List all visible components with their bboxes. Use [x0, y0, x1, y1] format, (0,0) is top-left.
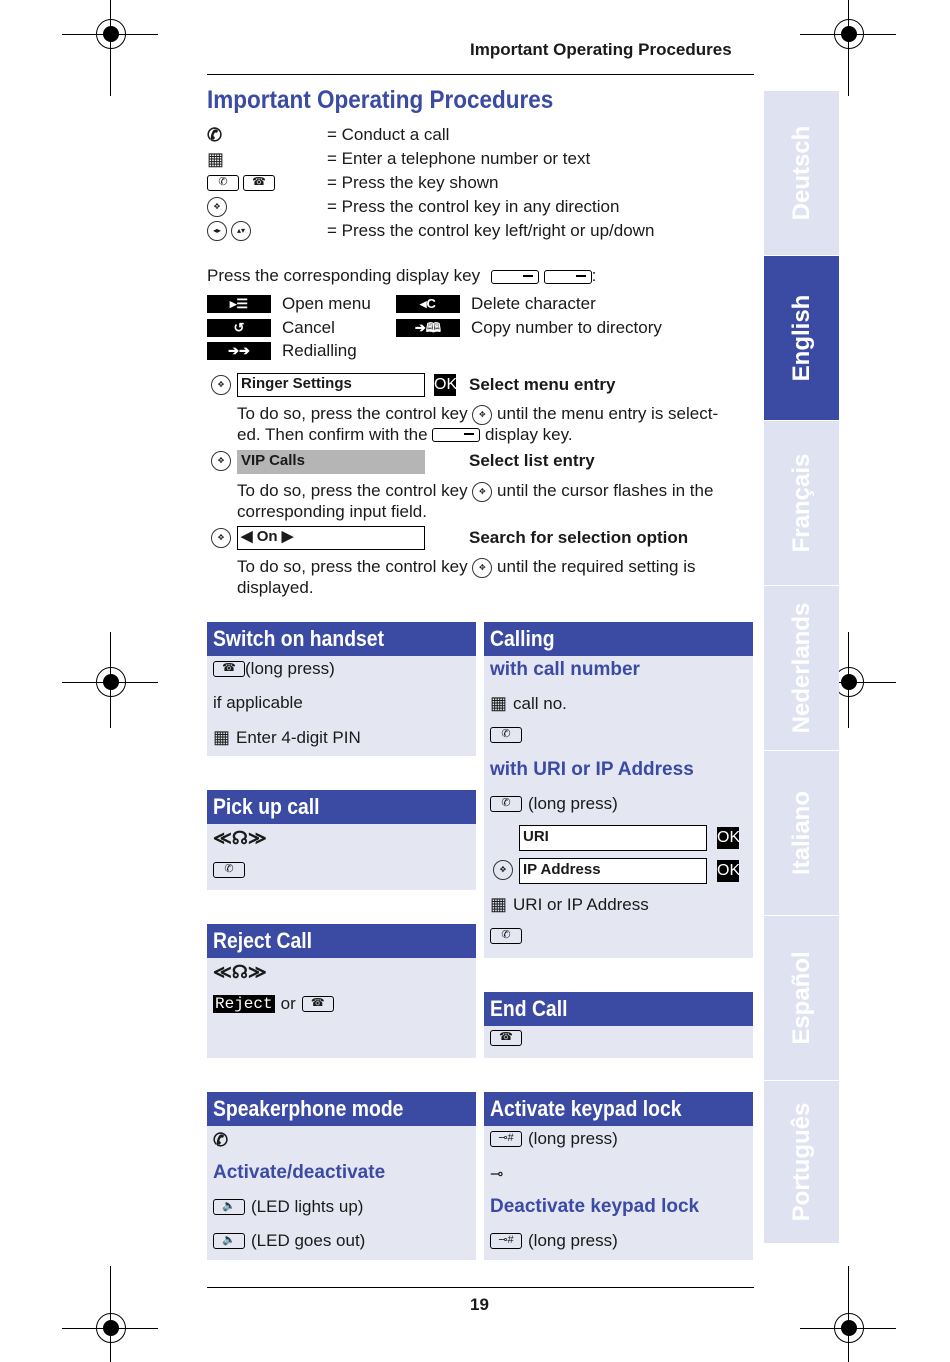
legend-row: [207, 196, 620, 218]
box-title: Switch on handset: [213, 626, 385, 651]
legend-text: = Conduct a call: [327, 125, 450, 144]
box-header: [484, 1092, 753, 1126]
talk-key-icon: ✆: [490, 796, 522, 812]
end-call-box: [484, 992, 753, 1058]
open-menu-icon: ▸☰: [207, 295, 271, 313]
desc-part: until the menu entry is select-: [497, 404, 719, 423]
cancel-icon: ↺: [207, 319, 271, 337]
keypad-lock-box: [484, 1092, 753, 1260]
tab-nederlands[interactable]: [764, 586, 839, 750]
arrow-left-icon: ◀: [241, 528, 253, 545]
box-line: [213, 1130, 228, 1151]
calling-box: [484, 622, 753, 958]
box-header: [207, 790, 476, 824]
end-key-icon: ☎: [490, 1030, 522, 1046]
desc-part: display key.: [485, 424, 573, 444]
talk-key-icon: ✆: [490, 928, 522, 944]
control-key-icon: ✥: [472, 482, 492, 502]
box-line: [213, 994, 334, 1014]
end-key-icon: ☎: [213, 661, 245, 677]
end-key-icon: ☎: [243, 175, 275, 191]
option-field: [237, 526, 425, 550]
display-key-row: [207, 318, 335, 338]
reject-display-key: Reject: [215, 995, 273, 1013]
desc-part: corresponding input field.: [237, 501, 427, 521]
display-key-label: Redialling: [282, 341, 357, 360]
control-key-icon: ✥: [472, 558, 492, 578]
control-key-icon: ✥: [211, 375, 231, 395]
crop-mark-top-right: [800, 0, 900, 100]
tab-label: Português: [787, 1102, 815, 1222]
box-line: [490, 1164, 503, 1184]
handset-icon: ✆: [213, 1130, 229, 1150]
desc-part: To do so, press the control key: [237, 557, 468, 576]
desc-part: ed. Then confirm with the: [237, 424, 428, 444]
speakerphone-box: [207, 1092, 476, 1260]
box-title: Pick up call: [213, 794, 320, 819]
tab-english[interactable]: [764, 256, 839, 420]
display-key-right-icon: [432, 428, 480, 442]
uri-field: URI: [519, 825, 707, 851]
desc-part: until the required setting is: [497, 557, 696, 576]
box-line: [213, 693, 303, 713]
tab-espanol[interactable]: [764, 916, 839, 1080]
example-description: [237, 404, 757, 444]
hash-key-icon: ⊸#: [490, 1131, 522, 1147]
display-key-right-icon: [544, 270, 592, 284]
box-line-text: Enter 4-digit PIN: [236, 727, 361, 747]
list-entry-field: VIP Calls: [237, 450, 425, 474]
keypad-icon: ▦: [490, 693, 508, 713]
box-line-text: (LED lights up): [251, 1197, 364, 1216]
example-label: Search for selection option: [469, 528, 689, 547]
box-header: [207, 622, 476, 656]
keypad-icon: ▦: [207, 148, 225, 169]
talk-key-icon: ✆: [213, 862, 245, 878]
box-title: End Call: [490, 996, 568, 1021]
box-line: [490, 928, 522, 944]
tab-label: Deutsch: [787, 125, 815, 221]
control-key-ud-icon: ▴▾: [231, 221, 251, 241]
speaker-key-icon: 🔈: [213, 1233, 245, 1249]
ok-icon: OK: [434, 374, 456, 396]
hash-key-icon: ⊸#: [490, 1233, 522, 1249]
box-line-text: call no.: [513, 693, 567, 713]
display-key-row: [396, 318, 662, 338]
display-key-row: [207, 294, 371, 314]
box-line: [213, 727, 361, 748]
display-key-label: Copy number to directory: [471, 318, 662, 337]
running-title: Important Operating Procedures: [470, 40, 732, 59]
option-value: On: [256, 528, 278, 545]
header-rule: [207, 74, 754, 75]
example-label: Select list entry: [469, 451, 595, 470]
display-key-label: Open menu: [282, 294, 371, 313]
legend-row: [207, 172, 499, 194]
tab-portugues[interactable]: [764, 1081, 839, 1243]
box-title: Activate keypad lock: [490, 1096, 682, 1121]
keypad-icon: ▦: [490, 894, 508, 914]
tab-francais[interactable]: [764, 421, 839, 585]
box-header: [484, 622, 753, 656]
tab-label: Italiano: [787, 790, 815, 876]
control-key-icon: ✥: [207, 197, 227, 217]
box-line: [490, 894, 649, 915]
desc-part: To do so, press the control key: [237, 481, 468, 500]
end-key-icon: ☎: [302, 996, 334, 1012]
box-subtitle: Activate/deactivate: [213, 1162, 386, 1183]
tab-label: English: [787, 294, 815, 382]
box-title: Reject Call: [213, 928, 312, 953]
tab-deutsch[interactable]: [764, 91, 839, 255]
display-key-label: Delete character: [471, 294, 596, 313]
box-line: [490, 727, 522, 743]
legend-row: [207, 148, 591, 170]
box-title: Speakerphone mode: [213, 1096, 404, 1121]
box-line-text: (long press): [245, 659, 335, 678]
tab-label: Français: [787, 453, 815, 553]
box-line: [213, 828, 267, 849]
footer-rule: [207, 1287, 754, 1288]
tab-italiano[interactable]: [764, 751, 839, 915]
ringing-icon: ≪☊≫: [213, 962, 267, 982]
box-line: [490, 1129, 618, 1149]
key-lock-icon: ⊸: [490, 1166, 504, 1183]
ringing-icon: ≪☊≫: [213, 828, 267, 848]
box-line: [490, 794, 618, 814]
box-header: [207, 924, 476, 958]
handset-icon: ✆: [207, 124, 223, 145]
box-header: [207, 1092, 476, 1126]
box-line: [213, 962, 267, 983]
legend-row: [207, 124, 450, 146]
ip-address-field: IP Address: [519, 858, 707, 884]
display-key-intro-suffix: :: [591, 266, 597, 285]
box-line: [213, 1197, 363, 1217]
tab-label: Español: [787, 951, 815, 1045]
box-line: [213, 862, 245, 878]
box-line-text: if applicable: [213, 693, 303, 712]
crop-mark-mid-left: [62, 632, 162, 732]
page-number: 19: [470, 1295, 489, 1314]
talk-key-icon: ✆: [490, 727, 522, 743]
display-key-left-icon: [491, 270, 539, 284]
control-key-icon: ✥: [493, 860, 513, 880]
copy-to-directory-icon: ➔🕮: [396, 319, 460, 337]
keypad-icon: ▦: [213, 727, 231, 747]
crop-mark-bottom-right: [800, 1262, 900, 1362]
box-line: [213, 659, 335, 679]
talk-key-icon: ✆: [207, 175, 239, 191]
box-line: [490, 1231, 618, 1251]
example-label: Select menu entry: [469, 375, 616, 394]
display-key-row: [396, 294, 596, 314]
box-line-text: or: [280, 994, 296, 1013]
ok-icon: OK: [717, 827, 739, 849]
control-key-icon: ✥: [472, 405, 492, 425]
legend-row: [207, 220, 655, 242]
crop-mark-top-left: [62, 0, 162, 100]
box-subtitle: Deactivate keypad lock: [490, 1196, 700, 1217]
example-description: [237, 481, 757, 521]
box-title: Calling: [490, 626, 555, 651]
switch-on-box: [207, 622, 476, 756]
box-line-text: (long press): [528, 1231, 618, 1250]
legend-text: = Enter a telephone number or text: [327, 149, 591, 168]
box-line: [490, 1030, 522, 1046]
crop-mark-bottom-left: [62, 1262, 162, 1362]
desc-part: displayed.: [237, 577, 314, 597]
page-title: Important Operating Procedures: [207, 86, 554, 114]
box-line-text: URI or IP Address: [513, 894, 649, 914]
arrow-right-icon: ▶: [281, 528, 294, 545]
delete-char-icon: ◂C: [396, 295, 460, 313]
speaker-key-icon: 🔈: [213, 1199, 245, 1215]
pick-up-box: [207, 790, 476, 890]
box-subtitle: with call number: [490, 659, 640, 680]
display-key-row: [207, 341, 357, 361]
display-key-label: Cancel: [282, 318, 335, 337]
display-key-intro-text: Press the corresponding display key: [207, 266, 481, 285]
box-line-text: (LED goes out): [251, 1231, 366, 1250]
redial-icon: ➔➔: [207, 342, 271, 360]
legend-text: = Press the control key left/right or up/down: [327, 221, 655, 240]
box-line: [490, 693, 567, 714]
box-line: [213, 1231, 365, 1251]
tab-label: Nederlands: [787, 602, 815, 734]
box-subtitle: with URI or IP Address: [490, 759, 694, 780]
reject-box: [207, 924, 476, 1058]
control-key-icon: ✥: [211, 451, 231, 471]
legend-text: = Press the control key in any direction: [327, 197, 620, 216]
legend-text: = Press the key shown: [327, 173, 499, 192]
example-description: [237, 557, 757, 597]
menu-entry-field: Ringer Settings: [237, 373, 425, 397]
ok-icon: OK: [717, 860, 739, 882]
desc-part: until the cursor flashes in the: [497, 481, 714, 500]
box-line-text: (long press): [528, 1129, 618, 1148]
box-line-text: (long press): [528, 794, 618, 813]
control-key-icon: ✥: [211, 528, 231, 548]
control-key-lr-icon: ◂▸: [207, 221, 227, 241]
display-key-intro: [207, 266, 596, 286]
language-tabs: [764, 91, 839, 1243]
box-header: [484, 992, 753, 1026]
desc-part: To do so, press the control key: [237, 404, 468, 423]
